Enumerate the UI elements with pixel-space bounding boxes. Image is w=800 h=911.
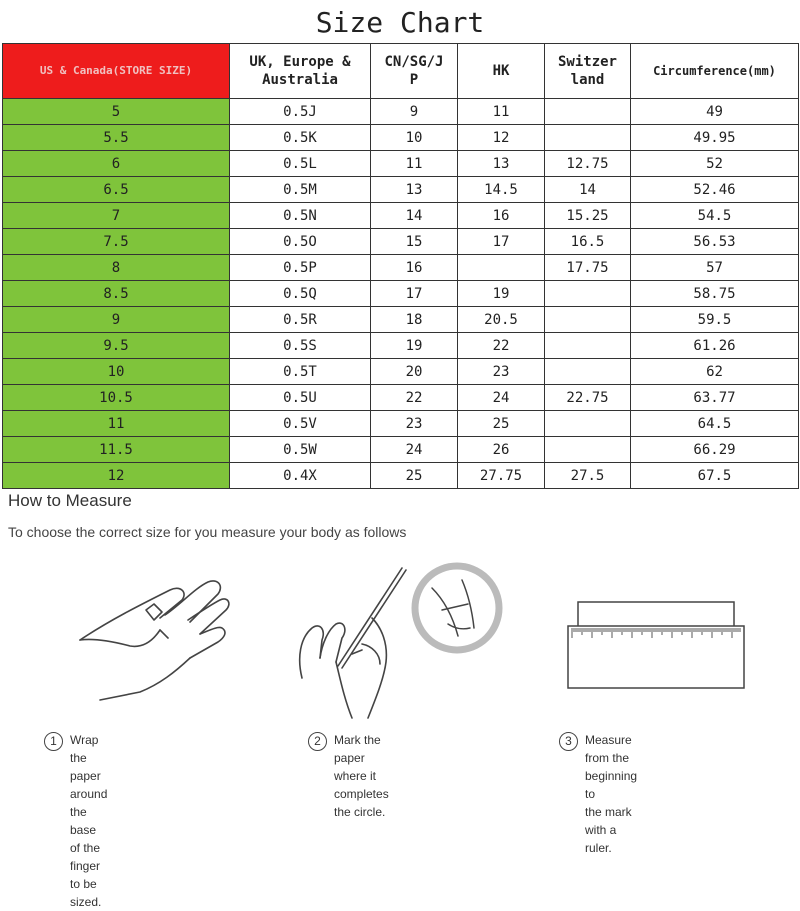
header-row (3, 44, 799, 99)
cell-uk-europe-australia: 0.5W (230, 437, 371, 463)
cell-switzerland: 12.75 (545, 151, 631, 177)
header-uk-europe-australia: UK, Europe & Australia (230, 44, 371, 99)
cell-us-canada: 11.5 (3, 437, 230, 463)
cell-circumference: 57 (631, 255, 799, 281)
cell-circumference: 49 (631, 99, 799, 125)
how-to-measure-heading: How to Measure (8, 491, 132, 510)
cell-hk: 14.5 (458, 177, 545, 203)
cell-hk: 23 (458, 359, 545, 385)
step-1-line1: Wrap the paper around the (70, 733, 108, 819)
step-3-line1: Measure from the beginning to (585, 733, 638, 801)
table-row (3, 281, 799, 307)
cell-us-canada: 5 (3, 99, 230, 125)
cell-us-canada: 8.5 (3, 281, 230, 307)
cell-cn-sg-jp: 24 (371, 437, 458, 463)
cell-uk-europe-australia: 0.5J (230, 99, 371, 125)
cell-uk-europe-australia: 0.5V (230, 411, 371, 437)
cell-uk-europe-australia: 0.5L (230, 151, 371, 177)
cell-hk: 12 (458, 125, 545, 151)
cell-uk-europe-australia: 0.5S (230, 333, 371, 359)
cell-circumference: 63.77 (631, 385, 799, 411)
cell-us-canada: 10.5 (3, 385, 230, 411)
cell-switzerland (545, 359, 631, 385)
cell-uk-europe-australia: 0.5K (230, 125, 371, 151)
header-hk: HK (458, 44, 545, 99)
cell-cn-sg-jp: 19 (371, 333, 458, 359)
cell-cn-sg-jp: 17 (371, 281, 458, 307)
cell-uk-europe-australia: 0.5T (230, 359, 371, 385)
table-row (3, 125, 799, 151)
mark-paper-illustration (292, 558, 517, 728)
cell-us-canada: 7 (3, 203, 230, 229)
cell-hk: 13 (458, 151, 545, 177)
cell-switzerland: 22.75 (545, 385, 631, 411)
cell-us-canada: 6 (3, 151, 230, 177)
table-row (3, 463, 799, 489)
cell-circumference: 54.5 (631, 203, 799, 229)
cell-cn-sg-jp: 13 (371, 177, 458, 203)
table-row (3, 229, 799, 255)
how-to-measure-subtitle: To choose the correct size for you measure your body as follows (8, 524, 407, 540)
cell-switzerland: 27.5 (545, 463, 631, 489)
cell-uk-europe-australia: 0.5O (230, 229, 371, 255)
cell-circumference: 52.46 (631, 177, 799, 203)
step-number-1: 1 (44, 732, 63, 751)
cell-switzerland (545, 281, 631, 307)
cell-cn-sg-jp: 18 (371, 307, 458, 333)
cell-circumference: 59.5 (631, 307, 799, 333)
table-row (3, 411, 799, 437)
cell-hk: 11 (458, 99, 545, 125)
cell-circumference: 66.29 (631, 437, 799, 463)
cell-hk: 17 (458, 229, 545, 255)
cell-us-canada: 5.5 (3, 125, 230, 151)
wrap-finger-illustration (60, 560, 250, 725)
cell-uk-europe-australia: 0.5Q (230, 281, 371, 307)
step-2-line1: Mark the paper where it (334, 733, 381, 783)
table-row (3, 203, 799, 229)
cell-hk: 25 (458, 411, 545, 437)
cell-hk: 26 (458, 437, 545, 463)
table-row (3, 385, 799, 411)
cell-cn-sg-jp: 10 (371, 125, 458, 151)
step-1-line2: base of the finger to be sized. (70, 823, 102, 909)
cell-cn-sg-jp: 16 (371, 255, 458, 281)
cell-cn-sg-jp: 15 (371, 229, 458, 255)
cell-hk: 20.5 (458, 307, 545, 333)
cell-cn-sg-jp: 20 (371, 359, 458, 385)
cell-us-canada: 8 (3, 255, 230, 281)
header-switzerland: Switzer land (545, 44, 631, 99)
cell-circumference: 58.75 (631, 281, 799, 307)
size-chart-table (2, 43, 799, 489)
cell-switzerland (545, 99, 631, 125)
table-row (3, 177, 799, 203)
cell-hk: 16 (458, 203, 545, 229)
page-title: Size Chart (315, 6, 485, 39)
table-row (3, 151, 799, 177)
cell-circumference: 56.53 (631, 229, 799, 255)
cell-us-canada: 7.5 (3, 229, 230, 255)
table-row (3, 359, 799, 385)
cell-uk-europe-australia: 0.5P (230, 255, 371, 281)
cell-switzerland (545, 125, 631, 151)
cell-uk-europe-australia: 0.5R (230, 307, 371, 333)
header-us-canada: US & Canada(STORE SIZE) (3, 44, 230, 99)
cell-switzerland: 16.5 (545, 229, 631, 255)
cell-us-canada: 11 (3, 411, 230, 437)
cell-hk: 27.75 (458, 463, 545, 489)
cell-cn-sg-jp: 25 (371, 463, 458, 489)
table-row (3, 307, 799, 333)
cell-switzerland (545, 437, 631, 463)
ruler-illustration (566, 598, 746, 690)
cell-hk (458, 255, 545, 281)
step-3-line2: the mark with a ruler. (585, 805, 632, 855)
cell-cn-sg-jp: 14 (371, 203, 458, 229)
cell-us-canada: 9.5 (3, 333, 230, 359)
cell-us-canada: 9 (3, 307, 230, 333)
cell-circumference: 64.5 (631, 411, 799, 437)
cell-circumference: 52 (631, 151, 799, 177)
cell-circumference: 67.5 (631, 463, 799, 489)
cell-uk-europe-australia: 0.4X (230, 463, 371, 489)
cell-us-canada: 10 (3, 359, 230, 385)
cell-circumference: 49.95 (631, 125, 799, 151)
cell-uk-europe-australia: 0.5M (230, 177, 371, 203)
table-row (3, 99, 799, 125)
table-row (3, 333, 799, 359)
cell-circumference: 62 (631, 359, 799, 385)
cell-hk: 19 (458, 281, 545, 307)
cell-uk-europe-australia: 0.5N (230, 203, 371, 229)
cell-switzerland (545, 307, 631, 333)
cell-switzerland (545, 411, 631, 437)
cell-us-canada: 6.5 (3, 177, 230, 203)
cell-hk: 24 (458, 385, 545, 411)
cell-cn-sg-jp: 22 (371, 385, 458, 411)
table-row (3, 437, 799, 463)
table-header (3, 44, 799, 99)
header-circumference: Circumference(mm) (631, 44, 799, 99)
cell-switzerland: 17.75 (545, 255, 631, 281)
table-body (3, 99, 799, 489)
header-cn-sg-jp: CN/SG/J P (371, 44, 458, 99)
cell-switzerland: 14 (545, 177, 631, 203)
cell-cn-sg-jp: 11 (371, 151, 458, 177)
step-number-3: 3 (559, 732, 578, 751)
cell-switzerland: 15.25 (545, 203, 631, 229)
cell-cn-sg-jp: 23 (371, 411, 458, 437)
cell-cn-sg-jp: 9 (371, 99, 458, 125)
step-number-2: 2 (308, 732, 327, 751)
cell-uk-europe-australia: 0.5U (230, 385, 371, 411)
cell-circumference: 61.26 (631, 333, 799, 359)
table-row (3, 255, 799, 281)
step-2-line2: completes the circle. (334, 787, 389, 819)
cell-switzerland (545, 333, 631, 359)
cell-us-canada: 12 (3, 463, 230, 489)
cell-hk: 22 (458, 333, 545, 359)
